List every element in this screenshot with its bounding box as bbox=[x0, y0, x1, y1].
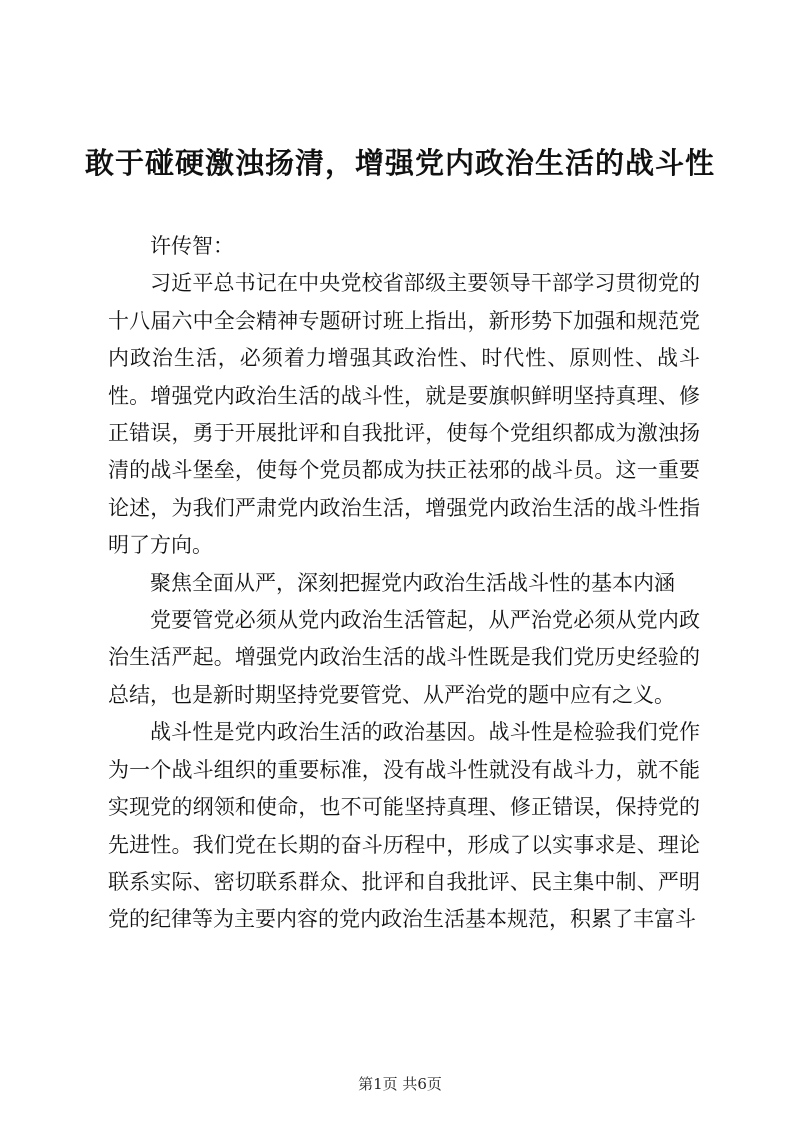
paragraph: 战斗性是党内政治生活的政治基因。战斗性是检验我们党作为一个战斗组织的重要标准，没有战斗性就没有战斗力，就不能实现党的纲领和使命，也不可能坚持真理、修正错误，保持党的先进性。我们党在长期的奋斗历程中，形成了以实事求是、理论联系实际、密切联系群众、批评和自我批评、民主集中制、严明党的纪律等为主要内容的党内政治生活基本规范，积累了丰富斗 bbox=[108, 720, 700, 932]
author-line: 许传智： bbox=[150, 234, 234, 258]
page-number: 第1页 共6页 bbox=[358, 1075, 442, 1093]
document-body bbox=[108, 228, 700, 939]
paragraph: 党要管党必须从党内政治生活管起，从严治党必须从党内政治生活严起。增强党内政治生活的战斗性既是我们党历史经验的总结，也是新时期坚持党要管党、从严治党的题中应有之义。 bbox=[108, 608, 700, 707]
section-heading: 聚焦全面从严，深刻把握党内政治生活战斗性的基本内涵 bbox=[150, 570, 675, 595]
paragraph: 习近平总书记在中央党校省部级主要领导干部学习贯彻党的十八届六中全会精神专题研讨班上指出，新形势下加强和规范党内政治生活，必须着力增强其政治性、时代性、原则性、战斗性。增强党内政治生活的战斗性，就是要旗帜鲜明坚持真理、修正错误，勇于开展批评和自我批评，使每个党组织都成为激浊扬清的战斗堡垒，使每个党员都成为扶正祛邪的战斗员。这一重要论述，为我们严肃党内政治生活，增强党内政治生活的战斗性指明了方向。 bbox=[108, 271, 700, 558]
document-title: 敢于碰硬激浊扬清，增强党内政治生活的战斗性 bbox=[84, 146, 715, 180]
